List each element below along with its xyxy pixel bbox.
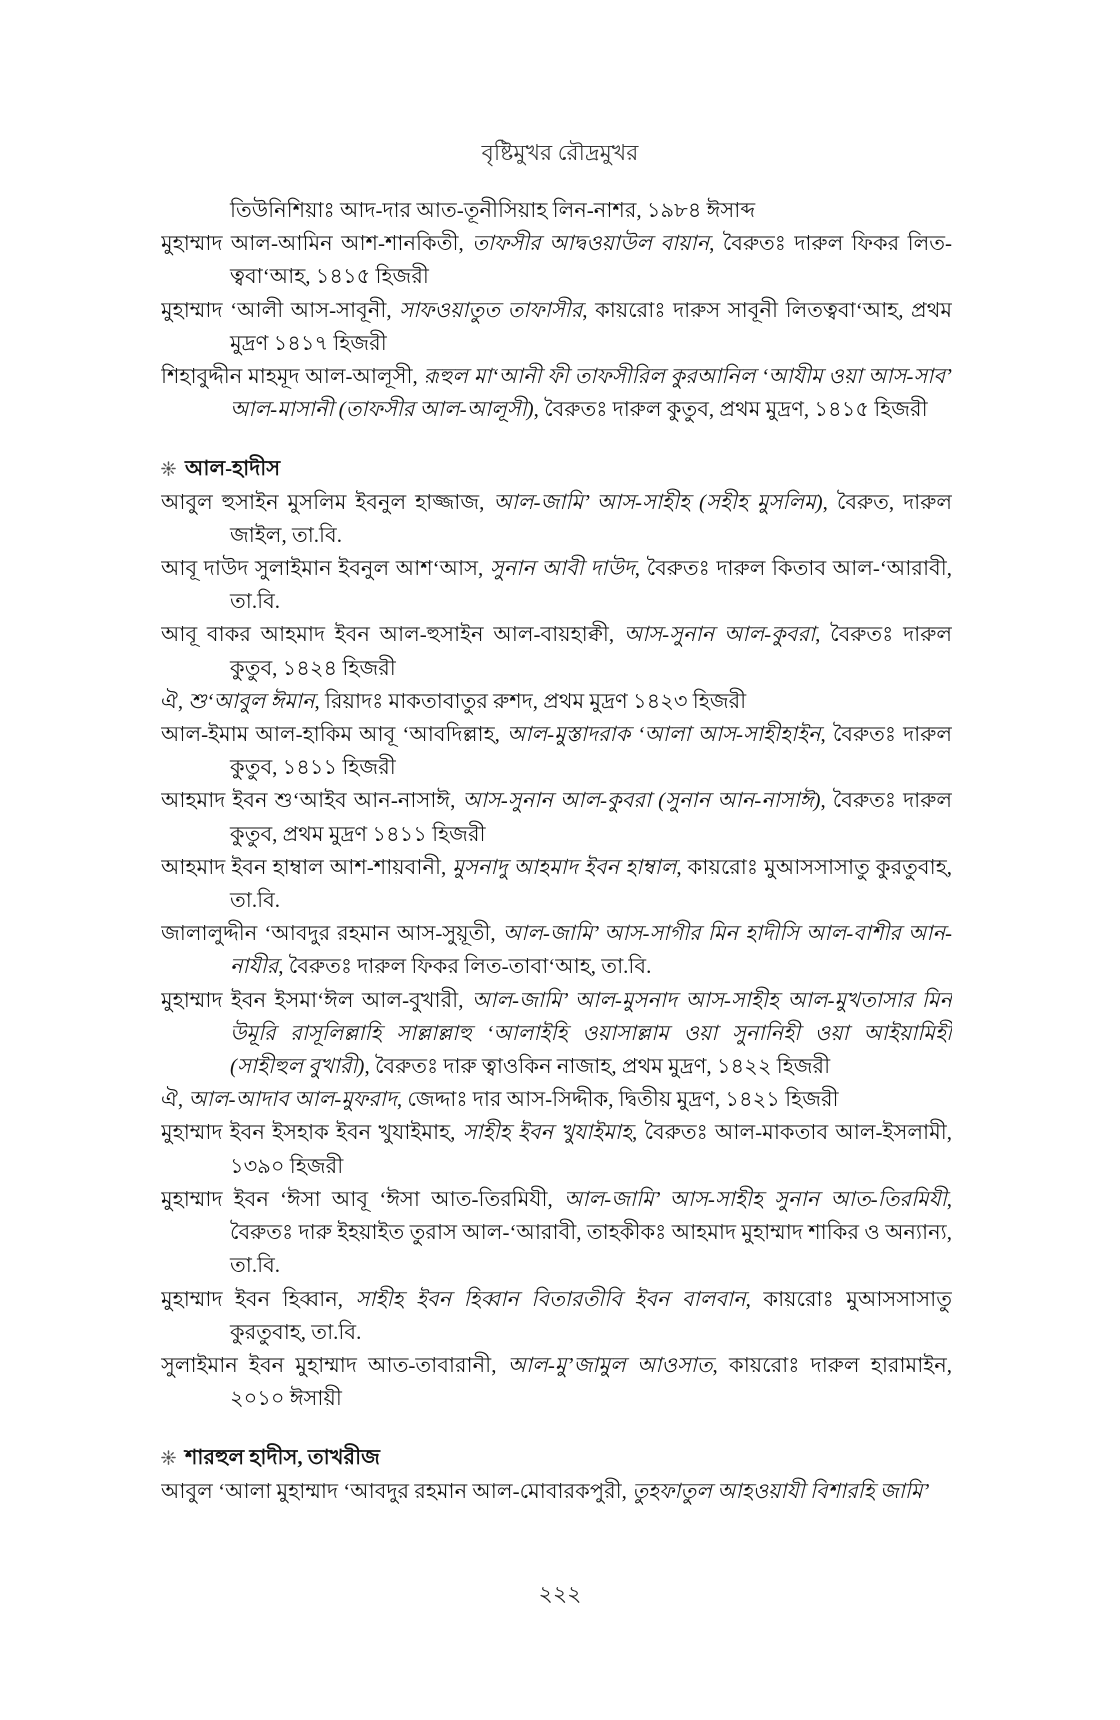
entry-title: তুহফাতুল আহওয়াযী বিশারহি জামি’ (632, 1478, 930, 1503)
entry-publication: , বৈরুতঃ দারুল কুতুব, প্রথম মুদ্রণ, ১৪১৫ হিজরী (533, 397, 928, 422)
entry-publication: , বৈরুতঃ দারুল ফিকর লিত-তাবা‘আহ, তা.বি. (278, 954, 652, 979)
bibliography-entry (161, 194, 952, 227)
bibliography-entry (161, 1349, 952, 1415)
page-number: ২২২ (538, 1581, 582, 1606)
entry-author: মুহাম্মাদ ‘আলী আস-সাবূনী, (161, 297, 400, 322)
bibliography-entry (161, 360, 952, 426)
running-header: বৃষ্টিমুখর রৌদ্রমুখর (481, 140, 639, 165)
entry-author: মুহাম্মাদ ইবন ইসহাক ইবন খুযাইমাহ, (161, 1120, 463, 1145)
bibliography-entry (161, 1116, 952, 1182)
entry-publication: , কায়রোঃ মুআসসাসাতু কুরতুবাহ, তা.বি. (230, 854, 952, 913)
entry-publication: , বৈরুত, দারুল জাইল, তা.বি. (230, 489, 952, 547)
bibliography-entry (161, 784, 952, 850)
entry-publication: , কায়রোঃ দারুল হারামাইন, ২০১০ ঈসায়ী (230, 1352, 952, 1411)
entry-author: মুহাম্মাদ ইবন হিব্বান, (161, 1286, 356, 1311)
entry-publication: , বৈরুতঃ দারু ইহয়াইত তুরাস আল-‘আরাবী, তাহকীকঃ আহমাদ মুহাম্মাদ শাকির ও অন্যান্য, তা.বি. (230, 1186, 952, 1278)
entry-publication: , বৈরুতঃ দারুল কুতুব, ১৪১১ হিজরী (230, 722, 952, 780)
entry-author: আবূ দাউদ সুলাইমান ইবনুল আশ‘আস, (161, 556, 490, 581)
entry-publication: তিউনিশিয়াঃ আদ-দার আত-তূনীসিয়াহ লিন-নাশর, ১৯৮৪ ঈসাব্দ (230, 198, 756, 222)
bibliography-entry (161, 851, 952, 917)
entry-title: আস-সুনান আল-কুবরা (623, 622, 816, 647)
bibliography-entry (161, 984, 952, 1084)
bibliography-entry (161, 1283, 952, 1349)
entry-title: রূহুল মা‘আনী ফী তাফসীরিল কুরআনিল ‘আযীম ওয়া আস-সাব’ আল-মাসানী (তাফসীর আল-আলূসী) (230, 364, 952, 422)
entry-title: সাহীহ ইবন হিব্বান বিতারতীবি ইবন বালবান (355, 1286, 746, 1311)
entry-title: আস-সুনান আল-কুবরা (সুনান আন-নাসাঈ) (462, 788, 821, 813)
entry-title: সুনান আবী দাউদ (489, 556, 635, 581)
bibliography (161, 194, 952, 1566)
bibliography-entry (161, 294, 952, 360)
bibliography-entry (161, 552, 952, 618)
entry-author: আহমাদ ইবন হাম্বাল আশ-শায়বানী, (161, 854, 453, 879)
entry-title: আল-মু’জামুল আওসাত (507, 1352, 713, 1377)
entry-publication: , কায়রোঃ মুআসসাসাতু কুরতুবাহ, তা.বি. (230, 1286, 952, 1344)
bibliography-entry (161, 718, 952, 784)
entry-author: আল-ইমাম আল-হাকিম আবূ ‘আবদিল্লাহ, (161, 722, 507, 747)
entry-publication: , বৈরুতঃ দারু ত্বাওকিন নাজাহ, প্রথম মুদ্রণ, ১৪২২ হিজরী (364, 1054, 831, 1079)
bibliography-entry (161, 1083, 952, 1116)
entry-author: আহমাদ ইবন শু‘আইব আন-নাসাঈ, (161, 788, 463, 813)
flower-icon (161, 461, 176, 476)
entry-author: জালালুদ্দীন ‘আবদুর রহমান আস-সুয়ূতী, (161, 921, 503, 946)
entry-publication: , রিয়াদঃ মাকতাবাতুর রুশদ, প্রথম মুদ্রণ ১৪২৩ হিজরী (314, 688, 747, 713)
entry-publication: , বৈরুতঃ দারুল কুতুব, ১৪২৪ হিজরী (230, 622, 952, 680)
entry-author: মুহাম্মাদ ইবন ‘ঈসা আবূ ‘ঈসা আত-তিরমিযী, (161, 1186, 564, 1211)
section-heading-label: আল-হাদীস (185, 456, 281, 481)
entry-author: ঐ, (161, 688, 189, 713)
entry-author: আবুল হুসাইন মুসলিম ইবনুল হাজ্জাজ, (161, 489, 494, 514)
bibliography-entry (161, 917, 952, 983)
entry-title: শু‘আবুল ঈমান (188, 688, 315, 713)
entry-publication: , বৈরুতঃ দারুল কিতাব আল-‘আরাবী, তা.বি. (230, 556, 952, 614)
entry-author: শিহাবুদ্দীন মাহমূদ আল-আলূসী, (161, 364, 424, 389)
section-heading-label: শারহুল হাদীস, তাখরীজ (185, 1445, 380, 1470)
entry-title: সাহীহ ইবন খুযাইমাহ (462, 1120, 633, 1145)
bibliography-entry (161, 685, 952, 718)
entry-author: মুহাম্মাদ আল-আমিন আশ-শানকিতী, (161, 231, 473, 256)
entry-publication: , বৈরুতঃ দারুল ফিকর লিত-ত্ববা‘আহ, ১৪১৫ হিজরী (230, 231, 952, 289)
entry-title: আল-মুস্তাদরাক ‘আলা আস-সাহীহাইন (506, 722, 821, 747)
entry-title: আল-জামি’ আল-মুসনাদ আস-সাহীহ আল-মুখতাসার মিন উমূরি রাসূলিল্লাহি সাল্লাল্লাহু ‘আলাইহি ওয়াসাল্লাম ওয়া সুনানিহী ওয়া আইয়ামিহী (সাহীহুল বুখারী) (230, 987, 952, 1079)
entry-author: ঐ, (161, 1087, 189, 1112)
entry-author: সুলাইমান ইবন মুহাম্মাদ আত-তাবারানী, (161, 1352, 508, 1377)
entry-publication: , কায়রোঃ দারুস সাবূনী লিতত্ববা‘আহ, প্রথম মুদ্রণ ১৪১৭ হিজরী (230, 297, 952, 355)
bibliography-entry (161, 1475, 952, 1508)
entry-author: মুহাম্মাদ ইবন ইসমা‘ঈল আল-বুখারী, (161, 987, 472, 1012)
entry-title: সাফওয়াতুত তাফাসীর (399, 297, 583, 322)
entry-title: আল-জামি’ আস-সাহীহ সুনান আত-তিরমিযী (564, 1186, 947, 1211)
section-heading-hadith (161, 452, 952, 485)
bibliography-entry (161, 618, 952, 684)
entry-title: আল-জামি’ আস-সাগীর মিন হাদীসি আল-বাশীর আন-নাযীর (230, 921, 952, 979)
bibliography-entry (161, 486, 952, 552)
bibliography-entry (161, 227, 952, 293)
flower-icon (161, 1450, 176, 1465)
entry-title: মুসনাদু আহমাদ ইবন হাম্বাল (452, 854, 677, 879)
entry-title: তাফসীর আদ্বওয়াউল বায়ান (472, 231, 710, 256)
entry-publication: , বৈরুতঃ আল-মাকতাব আল-ইসলামী, ১৩৯০ হিজরী (230, 1120, 952, 1178)
entry-title: আল-জামি’ আস-সাহীহ (সহীহ মুসলিম) (493, 489, 823, 514)
entry-publication: , জেদ্দাঃ দার আস-সিদ্দীক, দ্বিতীয় মুদ্রণ, ১৪২১ হিজরী (396, 1087, 839, 1112)
entry-publication: , বৈরুতঃ দারুল কুতুব, প্রথম মুদ্রণ ১৪১১ হিজরী (230, 788, 952, 846)
section-heading-sharh (161, 1441, 952, 1474)
entry-author: আবূ বাকর আহমাদ ইবন আল-হুসাইন আল-বায়হাক্বী, (161, 622, 624, 647)
entry-title: আল-আদাব আল-মুফরাদ (188, 1087, 397, 1112)
bibliography-entry (161, 1183, 952, 1283)
entry-author: আবুল ‘আলা মুহাম্মাদ ‘আবদুর রহমান আল-মোবারকপুরী, (161, 1478, 633, 1503)
